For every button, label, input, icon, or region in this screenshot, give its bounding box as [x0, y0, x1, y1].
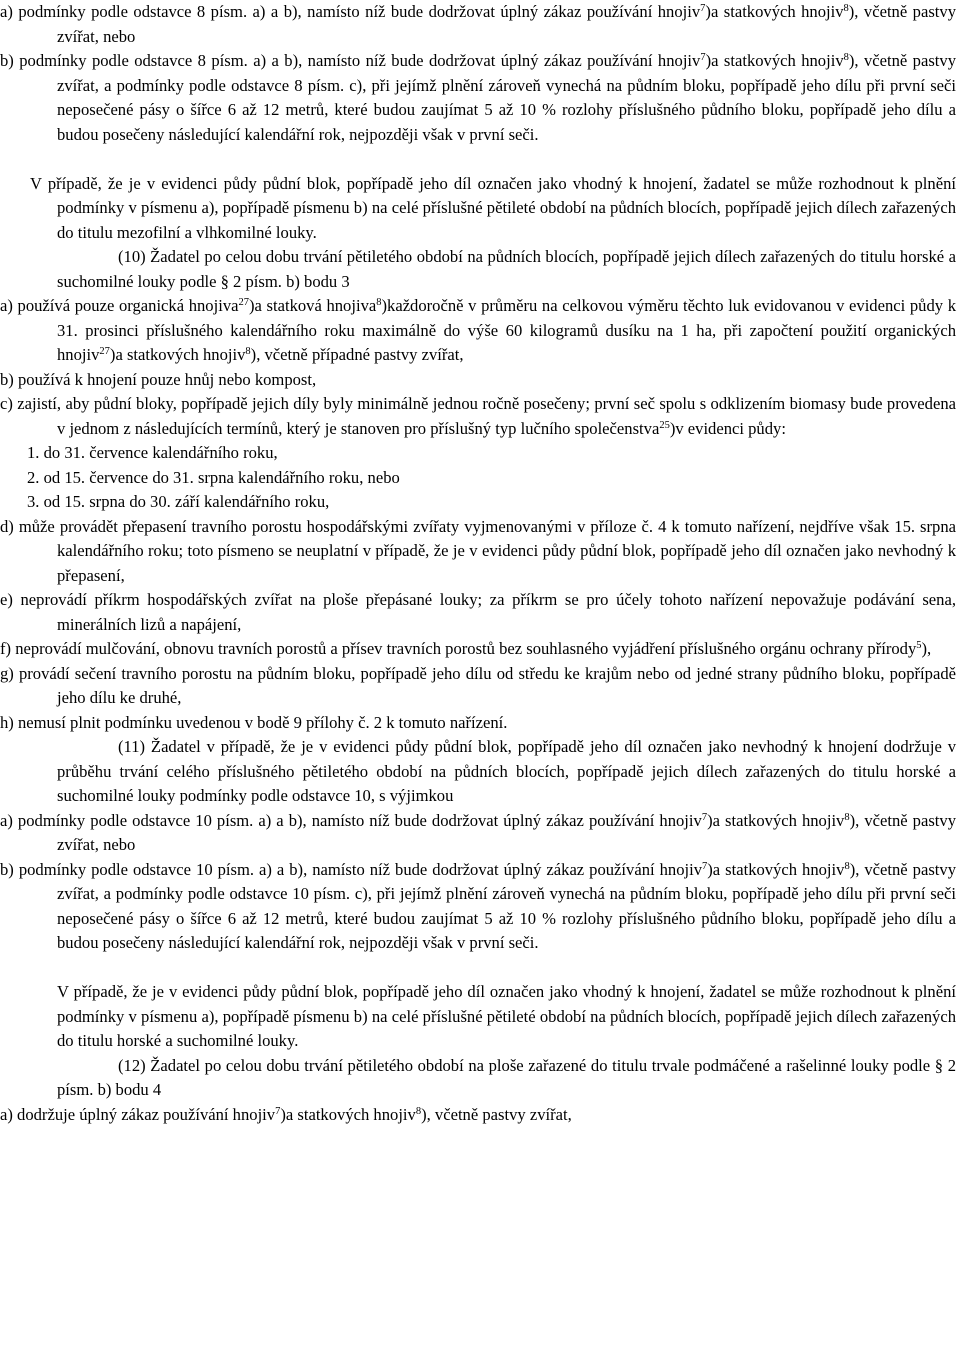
list-item-12a: a) dodržuje úplný zákaz používání hnojiv$^7$)a statkových hnojiv$^8$), včetně pastvy zvířat, — [0, 1104, 572, 1124]
list-item-11a: a) podmínky podle odstavce 10 písm. a) a b), namísto níž bude dodržovat úplný zákaz používání hnojiv$^7$)a statkových hnojiv$^8$), včetně pastvy zvířat, nebo — [0, 810, 956, 854]
list-item-10c-2: 2. od 15. července do 31. srpna kalendářního roku, nebo — [27, 467, 400, 487]
list-item-10a: a) používá pouze organická hnojiva$^{27}$)a statková hnojiva$^8$)každoročně v průměru na celkovou výměru těchto luk evidovanou v evidenci půdy k 31. prosinci příslušného kalendářního roku maximálně do výše 60 kilogramů dusíku na 1 ha, při započtení použití organických hnojiv$^{27}$)a statkových hnojiv$^8$), včetně případné pastvy zvířat, — [0, 296, 957, 364]
paragraph-11: (11) Žadatel v případě, že je v evidenci půdy půdní blok, popřípadě jeho díl označen jako nevhodný k hnojení dodržuje v průběhu trvání celého příslušného pětiletého období na půdních blocích, popřípadě jejich dílech zařazených do titulu horské a suchomilné louky podmínky podle odstavce 10, s výjimkou — [57, 737, 956, 805]
list-item-10e: e) neprovádí příkrm hospodářských zvířat na ploše přepásané louky; za příkrm se pro účely tohoto nařízení nepovažuje podávání sena, minerálních lizů a napájení, — [0, 590, 956, 634]
list-item-10b: b) používá k hnojení pouze hnůj nebo kompost, — [0, 369, 317, 389]
list-item-10g: g) provádí sečení travního porostu na půdním bloku, popřípadě jeho dílu od středu ke krajům nebo od jedné strany půdního bloku, popřípadě jeho dílu ke druhé, — [0, 663, 956, 707]
list-item-10c-1: 1. do 31. července kalendářního roku, — [27, 443, 278, 462]
list-item-10c-3: 3. od 15. srpna do 30. září kalendářního roku, — [27, 492, 330, 511]
paragraph-10: (10) Žadatel po celou dobu trvání pětiletého období na půdních blocích, popřípadě jejich dílech zařazených do titulu horské a suchomilné louky podle § 2 písm. b) bodu 3 — [57, 247, 956, 291]
paragraph-hnojeni-mezofilni: V případě, že je v evidenci půdy půdní blok, popřípadě jeho díl označen jako vhodný k hnojení, žadatel se může rozhodnout k plnění podmínky v písmenu a), popřípadě písmenu b) na celé příslušné pětileté období na půdních blocích, popřípadě jejich dílech zařazených do titulu mezofilní a vlhkomilné louky. — [30, 173, 956, 242]
list-item-10c: c) zajistí, aby půdní bloky, popřípadě jejich díly byly minimálně jednou ročně posečeny; první seč spolu s odklizením biomasy bude provedena v jednom z následujících termínů, který je stanoven pro příslušný typ lučního společenstva$^{25}$)v evidenci půdy: — [0, 394, 956, 438]
paragraph-hnojeni-horske: V případě, že je v evidenci půdy půdní blok, popřípadě jeho díl označen jako vhodný k hnojení, žadatel se může rozhodnout k plnění podmínky v písmenu a), popřípadě písmenu b) na celé příslušné pětileté období na půdních blocích, popřípadě jejich dílech zařazených do titulu horské a suchomilné louky. — [57, 982, 956, 1050]
list-item-b: b) podmínky podle odstavce 8 písm. a) a b), namísto níž bude dodržovat úplný zákaz používání hnojiv$^7$)a statkových hnojiv$^8$), včetně pastvy zvířat, a podmínky podle odstavce 8 písm. c), při jejímž plnění zároveň vynechá na půdním bloku, popřípadě jeho dílu při první seči neposečené pásy o šířce 6 až 12 metrů, které budou zaujímat 5 až 10 % rozlohy příslušného půdního bloku, popřípadě jeho dílu a budou posečeny následující kalendářní rok, nejpozději však v první seči. — [0, 51, 956, 144]
list-item-10h: h) nemusí plnit podmínku uvedenou v bodě 9 přílohy č. 2 k tomuto nařízení. — [0, 712, 508, 732]
paragraph-12: (12) Žadatel po celou dobu trvání pětiletého období na ploše zařazené do titulu trvale podmáčené a rašelinné louky podle § 2 písm. b) bodu 4 — [57, 1055, 956, 1099]
list-item-a: a) podmínky podle odstavce 8 písm. a) a b), namísto níž bude dodržovat úplný zákaz používání hnojiv$^7$)a statkových hnojiv$^8$), včetně pastvy zvířat, nebo — [0, 2, 956, 46]
list-item-11b: b) podmínky podle odstavce 10 písm. a) a b), namísto níž bude dodržovat úplný zákaz používání hnojiv$^7$)a statkových hnojiv$^8$), včetně pastvy zvířat, a podmínky podle odstavce 10 písm. c), při jejímž plnění zároveň vynechá na půdním bloku, popřípadě jeho dílu při první seči neposečené pásy o šířce 6 až 12 metrů, které budou zaujímat 5 až 10 % rozlohy příslušného půdního bloku, popřípadě jeho dílu a budou posečeny následující kalendářní rok, nejpozději však v první seči. — [0, 859, 956, 952]
list-item-10d: d) může provádět přepasení travního porostu hospodářskými zvířaty vyjmenovanými v příloze č. 4 k tomuto nařízení, nejdříve však 15. srpna kalendářního roku; toto písmeno se neuplatní v případě, že je v evidenci půdy půdní blok, popřípadě jeho díl označen jako nevhodný k přepasení, — [0, 516, 956, 585]
list-item-10f: f) neprovádí mulčování, obnovu travních porostů a přísev travních porostů bez souhlasného vyjádření příslušného orgánu ochrany přírody$^5$), — [0, 639, 932, 658]
